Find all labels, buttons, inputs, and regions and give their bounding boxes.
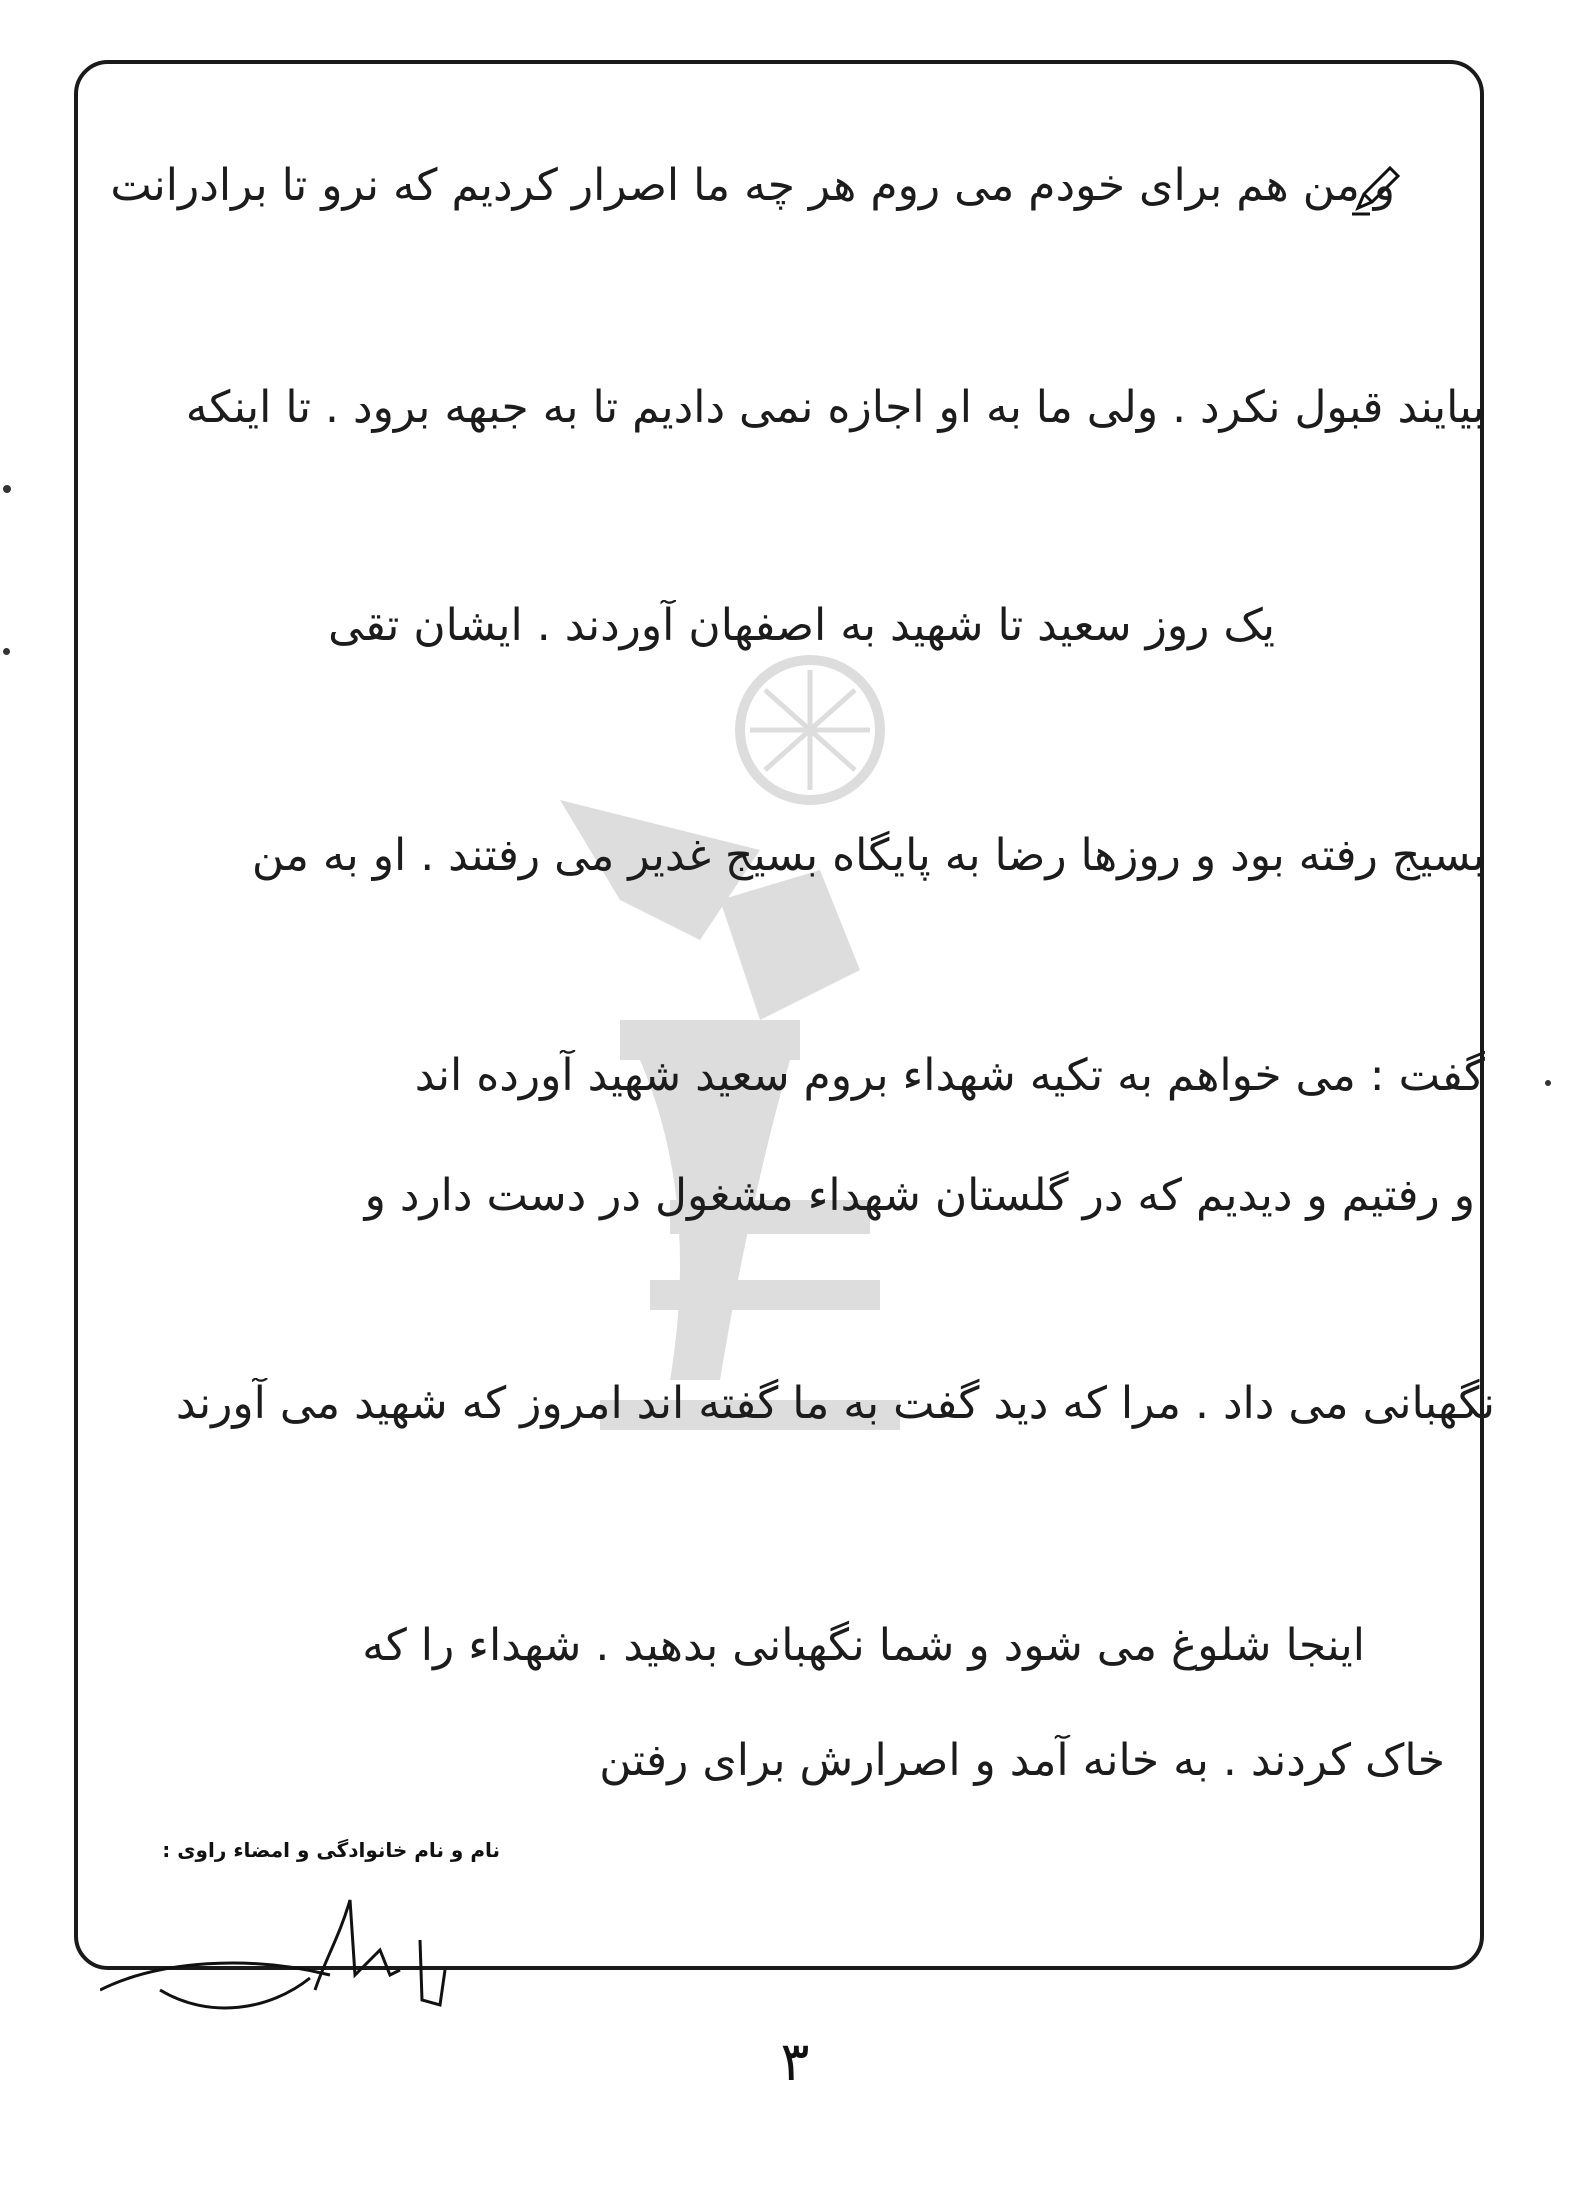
handwritten-line-6: و رفتیم و دیدیم که در گلستان شهداء مشغول در دست دارد و — [364, 1170, 1475, 1221]
scan-speck — [3, 485, 11, 493]
handwritten-line-7: نگهبانی می داد . مرا که دید گفت به ما گفته اند امروز که شهید می آورند — [175, 1378, 1495, 1429]
page-number: ۳ — [780, 2030, 810, 2093]
handwritten-line-4: بسیج رفته بود و روزها رضا به پایگاه بسیج غدیر می رفتند . او به من — [251, 830, 1485, 881]
handwritten-signature — [100, 1880, 460, 2030]
handwritten-line-5: گفت : می خواهم به تکیه شهداء بروم سعید شهید آورده اند — [414, 1050, 1485, 1101]
signature-label: نام و نام خانوادگی و امضاء راوی : — [162, 1838, 500, 1862]
handwritten-line-8: اینجا شلوغ می شود و شما نگهبانی بدهید . شهداء را که — [362, 1620, 1365, 1671]
handwritten-line-2: بیایند قبول نکرد . ولی ما به او اجازه نمی دادیم تا به جبهه برود . تا اینکه — [185, 382, 1485, 433]
scan-speck — [3, 648, 10, 655]
handwritten-line-1: و من هم برای خودم می روم هر چه ما اصرار کردیم که نرو تا برادرانت — [110, 160, 1395, 211]
handwritten-line-9: خاک کردند . به خانه آمد و اصرارش برای رفتن — [599, 1735, 1445, 1786]
handwritten-line-3: یک روز سعید تا شهید به اصفهان آوردند . ایشان تقی — [328, 600, 1275, 651]
scan-speck — [1545, 1080, 1551, 1086]
